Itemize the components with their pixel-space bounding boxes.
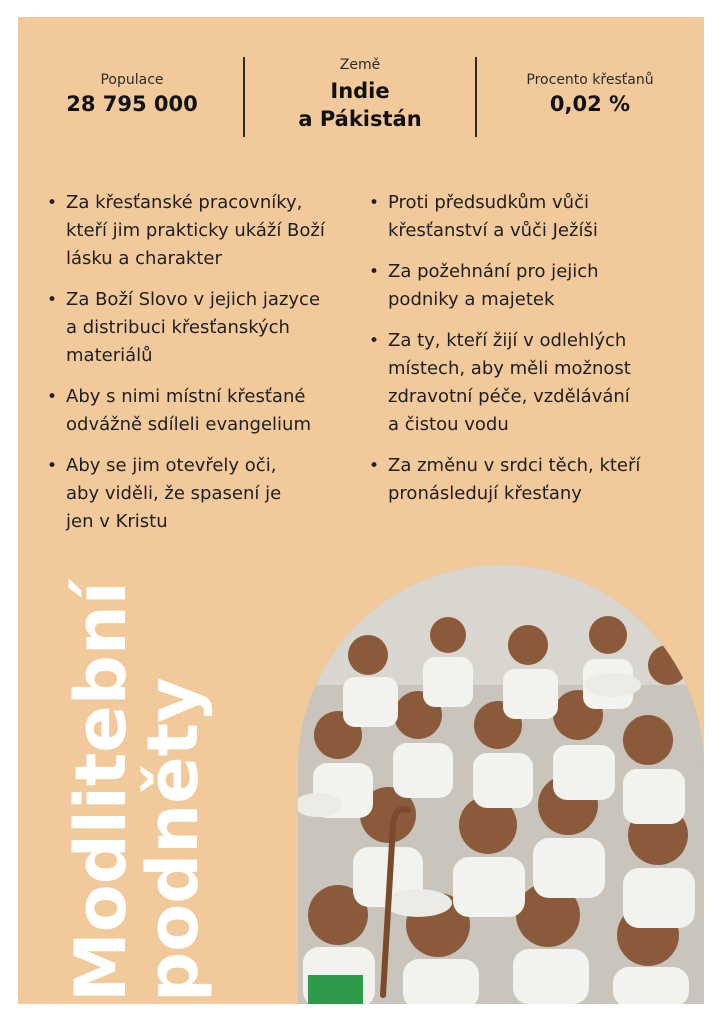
prayer-item: • Za křesťanské pracovníky, kteří jim prakticky ukáží Boží lásku a charakter bbox=[41, 189, 361, 273]
country-value-line1: Indie bbox=[330, 79, 390, 103]
christians-value: 0,02 % bbox=[549, 92, 631, 116]
population-stat bbox=[46, 72, 218, 156]
country-value-line2: a Pákistán bbox=[298, 107, 422, 131]
prayer-list-left bbox=[41, 189, 361, 549]
christians-label: Procento křesťanů bbox=[526, 72, 654, 88]
prayer-card bbox=[18, 17, 704, 1004]
prayer-item: • Aby s nimi místní křesťané odvážně sdíleli evangelium bbox=[41, 383, 361, 439]
country-stat bbox=[246, 57, 474, 141]
stat-divider bbox=[475, 57, 477, 137]
prayer-item: • Proti předsudkům vůči křesťanství a vůči Ježíši bbox=[363, 189, 693, 245]
population-value: 28 795 000 bbox=[66, 92, 198, 116]
prayer-item: • Za ty, kteří žijí v odlehlých místech, aby měli možnost zdravotní péče, vzdělávání a čistou vodu bbox=[363, 327, 693, 439]
stat-divider bbox=[243, 57, 245, 137]
prayer-item: • Aby se jim otevřely oči, aby viděli, že spasení je jen v Kristu bbox=[41, 452, 361, 536]
crowd-photo bbox=[298, 565, 704, 1004]
prayer-list-right bbox=[363, 189, 693, 521]
vertical-title bbox=[60, 581, 214, 1002]
vertical-title-line1: Modlitební bbox=[60, 581, 142, 1002]
country-label: Země bbox=[339, 57, 381, 73]
population-label: Populace bbox=[100, 72, 164, 88]
stats-bar bbox=[18, 57, 704, 141]
prayer-item: • Za změnu v srdci těch, kteří pronásledují křesťany bbox=[363, 452, 693, 508]
christians-stat bbox=[500, 72, 680, 156]
vertical-title-line2: podněty bbox=[132, 677, 214, 1002]
prayer-item: • Za požehnání pro jejich podniky a majetek bbox=[363, 258, 693, 314]
crowd-illustration bbox=[298, 565, 704, 1004]
prayer-item: • Za Boží Slovo v jejich jazyce a distribuci křesťanských materiálů bbox=[41, 286, 361, 370]
